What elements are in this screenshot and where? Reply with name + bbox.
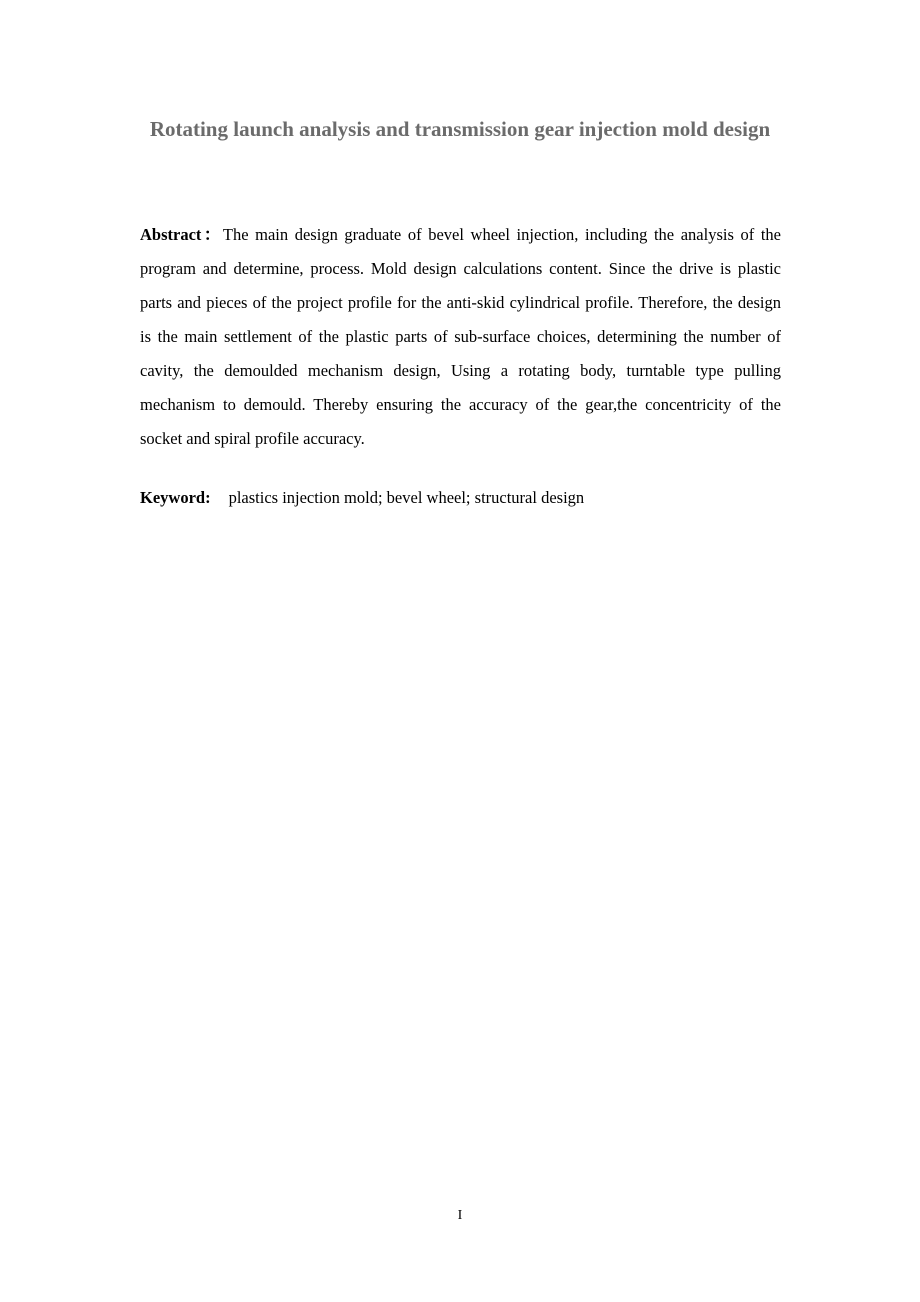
keywords-label: Keyword: <box>140 488 211 507</box>
keywords-line <box>140 481 781 515</box>
page-number: I <box>457 1208 463 1223</box>
abstract-label: Abstract： <box>140 225 223 244</box>
keywords-text: plastics injection mold; bevel wheel; structural design <box>228 488 585 507</box>
document-title: Rotating launch analysis and transmission gear injection mold design <box>149 117 771 141</box>
abstract-text: The main design graduate of bevel wheel injection, including the analysis of the program and determine, process. Mold design calculations content. Since the drive is plastic parts and pieces of the project profile for the anti-skid cylindrical profile. Therefore, the design is the main settlement of the plastic parts of sub-surface choices, determining the number of cavity, the demoulded mechanism design, Using a rotating body, turntable type pulling mechanism to demould. Thereby ensuring the accuracy of the gear,the concentricity of the socket and spiral profile accuracy. <box>140 225 781 448</box>
abstract-paragraph <box>140 218 781 456</box>
